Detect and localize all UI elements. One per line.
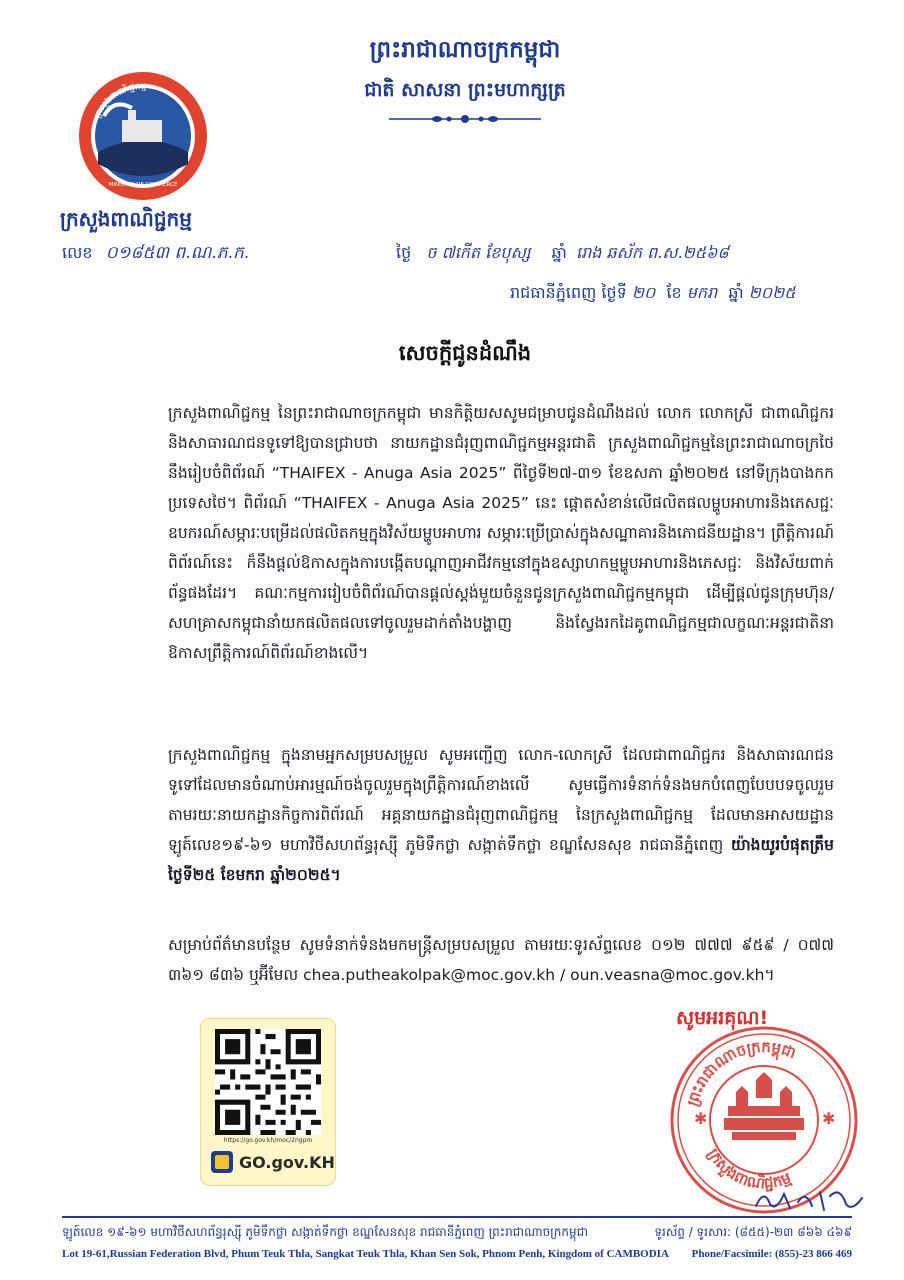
paragraph-2-text: ក្រសួងពាណិជ្ជកម្ម ក្នុងនាមអ្នកសម្របសម្រួល សូមអញ្ជើញ លោក-លោកស្រី ដែលជាពាណិជ្ជករ និងសាធារណជនទូទៅដែលមានចំណាប់អារម្មណ៍ចង់ចូលរួមក្នុងព្រឹត្តិការណ៍ខាងលើ សូមធ្វើការទំនាក់ទំនងមកបំពេញបែបបទចូលរួមតាមរយៈនាយកដ្ឋានកិច្ចការពិព័រណ៍ អគ្គនាយកដ្ឋានជំរុញពាណិជ្ជកម្ម នៃក្រសួងពាណិជ្ជកម្ម ដែលមានអាសយដ្ឋានឡូត៍លេខ១៩-៦១ មហាវិថីសហព័ន្ធរុស្ស៊ី ភូមិទឹកថ្លា សង្កាត់ទឹកថ្លា ខណ្ឌសែនសុខ រាជធានីភ្នំពេញ	[168, 746, 834, 854]
lunar-date	[396, 242, 729, 266]
lunar-day-label: ថ្ងៃ	[396, 243, 412, 262]
footer-address-kh: ឡូត៍លេខ ១៩-៦១ មហាវិថីសហព័ន្ធរុស្ស៊ី ភូមិទឹកថ្លា សង្កាត់ទឹកថ្លា ខណ្ឌសែនសុខ រាជធានីភ្នំពេញ ព្រះរាជាណាចក្រកម្ពុជា	[62, 1225, 589, 1239]
angkor-wat-icon	[724, 1072, 804, 1140]
reference-value: ០១៨៥៣ ព.ណ.ភ.ក.	[105, 243, 250, 263]
footer-phone-kh: ទូរស័ព្ទ / ទូរសារ: (៨៥៥)-២៣ ៨៦៦ ៤៦៩	[654, 1225, 852, 1239]
solar-date	[510, 282, 796, 306]
lunar-year-value: រោង ឆស័ក ព.ស.២៥៦៨	[575, 243, 729, 262]
signature	[750, 1184, 870, 1214]
qr-url[interactable]: https://go.gov.kh/moc/2ngpm	[223, 1137, 313, 1144]
footer-kh	[62, 1224, 852, 1242]
logo-bottom-text: MINISTRY OF COMMERCE	[108, 182, 178, 188]
paragraph-1	[168, 398, 834, 668]
paragraph-3-text: សម្រាប់ព័ត៌មានបន្ថែម សូមទំនាក់ទំនងមកមន្ត្រីសម្របសម្រួល តាមរយៈទូរស័ព្ទលេខ ០១២ ៧៧៧ ៩៥៩ / ០៧៧ ៣៦១ ៨៣៦ ឬអ៊ីមែល chea.putheakolpak@moc.gov.kh / oun.veasna@moc.gov.kh។	[168, 936, 834, 984]
notice-title: សេចក្តីជូនដំណឹង	[398, 341, 532, 365]
closing-thanks: សូមអរគុណ!	[676, 1007, 769, 1029]
ornament-divider	[385, 110, 545, 128]
national-motto: ជាតិ សាសនា ព្រះមហាក្សត្រ	[364, 79, 566, 101]
footer-address-en: Lot 19-61,Russian Federation Blvd, Phum Teuk Thla, Sangkat Teuk Thla, Khan Sen Sok, Phnom Penh, Kingdom of CAMBODIA	[62, 1248, 669, 1260]
date-month: មករា	[686, 283, 718, 302]
paragraph-2-deadline: យ៉ាងយូរបំផុតត្រឹមថ្ងៃទី២៥ ខែមករា ឆ្នាំ២០២៥។	[168, 836, 834, 884]
paragraph-3	[168, 930, 834, 990]
lunar-year-label: ឆ្នាំ	[551, 243, 567, 262]
date-month-label: ខែ	[666, 283, 682, 302]
qr-card[interactable]	[200, 1018, 336, 1186]
go-gov-brand	[211, 1151, 335, 1173]
paragraph-2	[168, 740, 834, 890]
stamp-ring-text: ព្រះរាជាណាចក្រកម្ពុជា	[683, 1037, 799, 1109]
qr-code-icon[interactable]	[215, 1029, 321, 1135]
go-gov-logo-icon	[211, 1151, 233, 1173]
logo-ring-text: ក្រសួងពាណិជ្ជកម្ម	[92, 81, 147, 120]
footer-en	[62, 1248, 852, 1260]
reference-number	[62, 242, 249, 267]
stamp-star-left: ✱	[694, 1109, 708, 1128]
date-year-label: ឆ្នាំ	[728, 283, 744, 302]
footer-phone-en: Phone/Facsimile: (855)-23 866 469	[691, 1248, 852, 1260]
ministry-logo	[74, 68, 212, 204]
place-date-label: រាជធានីភ្នំពេញ ថ្ងៃទី	[510, 283, 627, 302]
kingdom-title: ព្រះរាជាណាចក្រកម្ពុជា	[369, 37, 561, 63]
ministry-name: ក្រសួងពាណិជ្ជកម្ម	[60, 207, 192, 231]
paragraph-1-text: ក្រសួងពាណិជ្ជកម្ម នៃព្រះរាជាណាចក្រកម្ពុជា មានកិត្តិយសសូមជម្រាបជូនដំណឹងដល់ លោក លោកស្រី ជាពាណិជ្ជករ និងសាធារណជនទូទៅឱ្យបានជ្រាបថា នាយកដ្ឋានជំរុញពាណិជ្ជកម្មអន្តរជាតិ ក្រសួងពាណិជ្ជកម្មនៃព្រះរាជាណាចក្រថៃ នឹងរៀបចំពិព័រណ៍ “THAIFEX - Anuga Asia 2025” ពីថ្ងៃទី២៧-៣១ ខែឧសភា ឆ្នាំ២០២៥ នៅទីក្រុងបាងកក ប្រទេសថៃ។ ពិព័រណ៍ “THAIFEX - Anuga Asia 2025” នេះ ផ្តោតសំខាន់លើផលិតផលម្ហូបអាហារនិងភេសជ្ជៈ ឧបករណ៍សម្ភារៈបម្រើដល់ផលិតកម្មក្នុងវិស័យម្ហូបអាហារ សម្ភារៈប្រើប្រាស់ក្នុងសណ្ឋាគារនិងភោជនីយដ្ឋាន។ ព្រឹត្តិការណ៍ពិព័រណ៍នេះ ក៏នឹងផ្តល់ឱកាសក្នុងការបង្កើតបណ្តាញអាជីវកម្មនៅក្នុងឧស្សាហកម្មម្ហូបអាហារនិងភេសជ្ជៈ និងវិស័យពាក់ព័ន្ធផងដែរ។ គណៈកម្មការរៀបចំពិព័រណ៍បានផ្តល់ស្តង់មួយចំនួនជូនក្រសួងពាណិជ្ជកម្មកម្ពុជា ដើម្បីផ្តល់ជូនក្រុមហ៊ុន/សហគ្រាសកម្ពុជានាំយកផលិតផលទៅចូលរួមដាក់តាំងបង្ហាញ និងស្វែងរកដៃគូពាណិជ្ជកម្មជាលក្ខណៈអន្តរជាតិនាឱកាសព្រឹត្តិការណ៍ពិព័រណ៍ខាងលើ។	[168, 404, 834, 662]
lunar-day-value: ច ៧កើត ខែបុស្ស	[426, 243, 531, 262]
stamp-bottom-text: ក្រសួងពាណិជ្ជកម្ម	[704, 1145, 794, 1193]
stamp-star-right: ✱	[822, 1109, 836, 1128]
footer-divider	[62, 1216, 852, 1218]
date-year: ២០២៥	[748, 283, 796, 302]
go-gov-label: GO.gov.KH	[239, 1152, 335, 1172]
date-day: ២០	[631, 283, 656, 302]
reference-label: លេខ	[62, 243, 93, 262]
